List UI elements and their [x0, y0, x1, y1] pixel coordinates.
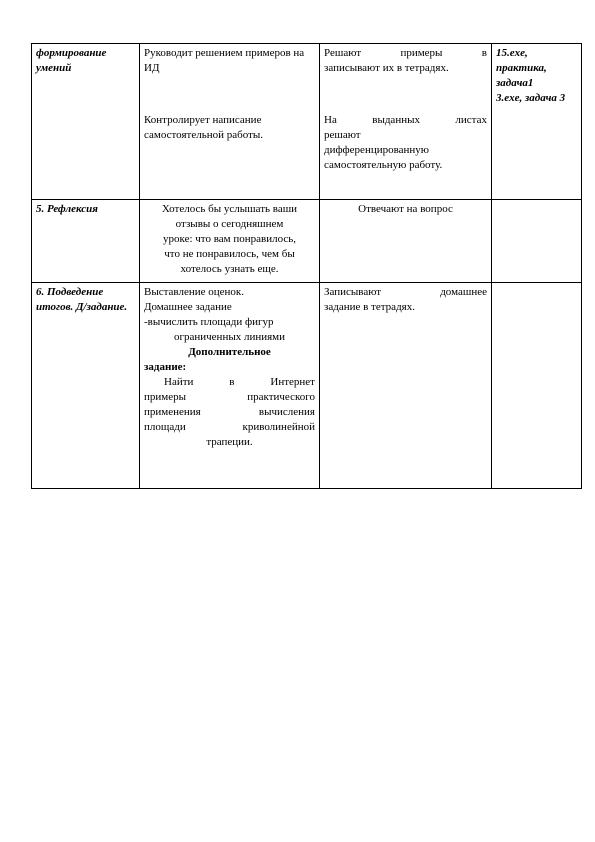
- spacer: [324, 76, 487, 113]
- teacher-activity-cell: [140, 283, 320, 489]
- stage-label: формирование умений: [36, 47, 107, 74]
- table-row: [32, 283, 582, 489]
- extra-task-text: Найти в Интернет: [164, 376, 315, 388]
- student-activity-text: Записывают домашнее: [324, 286, 487, 298]
- teacher-activity-text: Домашнее задание: [144, 301, 232, 313]
- lesson-plan-table: [31, 43, 582, 489]
- student-activity-cell: [320, 283, 492, 489]
- student-activity-text: решают: [324, 129, 361, 141]
- extra-task-text: примеры практического: [144, 391, 315, 403]
- student-activity-text: самостоятельную работу.: [324, 159, 443, 171]
- student-activity-text: записывают их в тетрадях.: [324, 62, 449, 74]
- stage-cell: [32, 200, 140, 283]
- student-activity-text: На выданных листах: [324, 114, 487, 126]
- teacher-activity-text: Контролирует написание самостоятельной работы.: [144, 114, 264, 141]
- stage-cell: [32, 283, 140, 489]
- resource-text: 15.exe, практика, задача1: [496, 47, 547, 89]
- table-row: [32, 44, 582, 200]
- teacher-activity-text: Руководит решением примеров на ИД: [144, 47, 305, 74]
- stage-label: 5. Рефлексия: [36, 203, 98, 215]
- teacher-activity-text: отзывы о сегодняшнем: [175, 218, 284, 230]
- teacher-activity-text: Хотелось бы услышать ваши: [161, 203, 298, 215]
- student-activity-text: Решают примеры в: [324, 47, 487, 59]
- teacher-activity-text: Выставление оценок.: [144, 286, 245, 298]
- student-activity-text: дифференцированную: [324, 144, 430, 156]
- student-activity-text: Отвечают на вопрос: [358, 203, 453, 215]
- extra-task-text: площади криволинейной: [144, 421, 315, 433]
- teacher-activity-text: ограниченных линиями: [173, 331, 286, 343]
- teacher-activity-text: что не понравилось, чем бы: [164, 248, 295, 260]
- extra-task-title: задание:: [144, 361, 187, 373]
- stage-label: 6. Подведение итогов. Д/задание.: [36, 286, 128, 313]
- extra-task-text: применения вычисления: [144, 406, 315, 418]
- extra-task-text: трапеции.: [206, 436, 253, 448]
- teacher-activity-cell: [140, 44, 320, 200]
- resource-text: 3.exe, задача 3: [496, 92, 566, 104]
- student-activity-cell: [320, 44, 492, 200]
- student-activity-text: задание в тетрадях.: [324, 301, 415, 313]
- teacher-activity-text: -вычислить площади фигур: [144, 316, 274, 328]
- teacher-activity-text: хотелось узнать еще.: [180, 263, 279, 275]
- resources-cell: [492, 200, 582, 283]
- table-row: [32, 200, 582, 283]
- spacer: [144, 76, 315, 113]
- extra-task-title: Дополнительное: [188, 346, 271, 358]
- resources-cell: [492, 44, 582, 200]
- resources-cell: [492, 283, 582, 489]
- student-activity-cell: [320, 200, 492, 283]
- teacher-activity-cell: [140, 200, 320, 283]
- stage-cell: [32, 44, 140, 200]
- teacher-activity-text: уроке: что вам понравилось,: [163, 233, 296, 245]
